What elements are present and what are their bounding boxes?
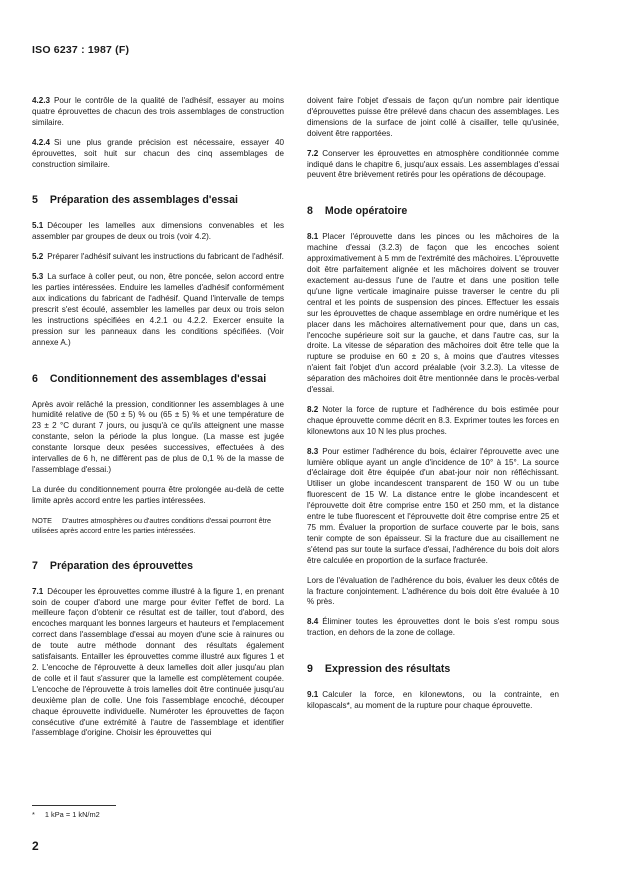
clause-paragraph: [307, 690, 559, 712]
clause-paragraph: [307, 447, 559, 567]
clause-text: Découper les éprouvettes comme illustré à la figure 1, en prenant soin de couper d'abord une marge pour éviter l'effet de bord. La meilleure façon d'obtenir ce résultat est de tailler, tout d'abord, des encoches marquant les bonnes largeurs et hauteurs et l'emplacement correct dans l'assemblage d'essai au moyen d'une scie à rainures ou de toute autre méthode donnant des résultats également satisfaisants. Entailler les éprouvettes comme illustré aux figures 1 et 2. L'encoche de l'éprouvette à deux lamelles doit aller jusqu'au plan de colle et il faut s'assurer que la lamelle est complètement coupée. L'encoche de l'éprouvette à trois lamelles doit être continuée jusqu'au deuxième plan de colle. Une fois l'assemblage encoché, découper chaque éprouvette individuelle. Numéroter les éprouvettes de façon consécutive d'une extrémité à l'autre de l'assemblage et identifier l'assemblage d'origine. Choisir les éprouvettes qui: [32, 586, 284, 738]
clause-number: 7.1: [32, 586, 44, 596]
section-number: 5: [32, 194, 38, 207]
clause-text: Placer l'éprouvette dans les pinces ou les mâchoires de la machine d'essai (3.2.3) de façon que les encoches soient approximativement à 5 mm de l'extrémité des mâchoires. L'éprouvette doit être parfaitement alignée et les mâchoires doivent se trouver exactement au-dessus l'une de l'autre et dans une position telle qu'une ligne verticale imaginaire puisse traverser le centre du pli central et les points de suspension des pinces. Effectuer les essais sur les éprouvettes de chaque assemblage en ordre numérique et les placer dans les mâchoires alternativement pour que, dans un cas, l'encoche supérieure soit sur la gauche, et dans l'autre cas, sur la droite. La vitesse de séparation des mâchoires doit être telle que la rupture se produise en 60 ± 20 s, à moins que d'autres vitesses n'aient fait l'objet d'un accord préalable (voir 3.2.3). La vitesse de séparation des mâchoires doit être mentionnée dans le procès-verbal d'essai.: [307, 232, 559, 395]
clause-text: Calculer la force, en kilonewtons, ou la contrainte, en kilopascals*, au moment de la rupture pour chaque éprouvette.: [307, 690, 559, 711]
left-column: [32, 96, 284, 739]
footnote: [32, 810, 100, 819]
paragraph-text: doivent faire l'objet d'essais de façon qu'un nombre pair identique d'éprouvettes puisse être prélevé dans chacun des assemblages. Les dimensions de la surface de joint collé à cisailler, telle qu'usinée, doivent être rapportées.: [307, 96, 559, 138]
footnote-divider: [32, 805, 116, 806]
clause-text: Conserver les éprouvettes en atmosphère conditionnée comme indiqué dans le chapitre 6, jusqu'aux essais. Les assemblages d'essai peuvent être brièvement retirés pour les opérations de découpage.: [307, 148, 559, 180]
note-label: NOTE: [32, 515, 52, 525]
section-title: Mode opératoire: [324, 205, 408, 218]
section-heading: [32, 373, 284, 385]
section-title: Préparation des assemblages d'essai: [49, 194, 238, 207]
clause-paragraph: [32, 252, 284, 263]
body-paragraph: [307, 96, 559, 140]
document-header: ISO 6237 : 1987 (F): [32, 44, 130, 56]
section-number: 9: [307, 663, 313, 676]
clause-number: 8.1: [307, 232, 319, 242]
clause-text: Pour estimer l'adhérence du bois, éclairer l'éprouvette avec une lumière oblique ayant un angle d'incidence de 10° à 15°. La source d'éclairage doit être équipée d'un abat-jour noir non réfléchissant. Utiliser un globe incandescent transparent de 150 W ou un tube fluorescent de 15 W. La distance entre le globe incandescent et l'éprouvette doit être comprise entre 150 et 250 mm, et la distance entre le tube fluorescent et l'éprouvette doit être comprise entre 25 et 75 mm. Évaluer la proportion de surface couverte par le bois, sans tenir compte de son épaisseur. Si la fracture due au cisaillement ne s'étend pas sur toute la surface d'essai, l'adhérence du bois doit alors être calculée en proportion de la surface fracturée.: [307, 446, 559, 565]
clause-number: 4.2.4: [32, 137, 51, 147]
clause-text: Pour le contrôle de la qualité de l'adhésif, essayer au moins quatre éprouvettes de chacun des trois assemblages de construction similaire.: [32, 96, 284, 127]
clause-paragraph: [32, 221, 284, 243]
note-text: D'autres atmosphères ou d'autres conditions d'essai pourront être utilisées après accord entre les parties intéressées.: [32, 515, 272, 535]
clause-paragraph: [307, 405, 559, 438]
section-title: Préparation des éprouvettes: [49, 559, 193, 572]
page-number: 2: [32, 839, 39, 853]
clause-number: 8.4: [307, 617, 319, 627]
paragraph-text: La durée du conditionnement pourra être prolongée au-delà de cette limite après accord entre les parties intéressées.: [32, 484, 284, 505]
clause-paragraph: [307, 149, 559, 182]
footnote-marker: *: [32, 810, 35, 819]
clause-paragraph: [307, 232, 559, 396]
clause-paragraph: [307, 617, 559, 639]
clause-number: 5.3: [32, 272, 44, 282]
clause-number: 5.1: [32, 221, 44, 231]
clause-text: Noter la force de rupture et l'adhérence du bois estimée pour chaque éprouvette comme décrit en 8.3. Exprimer toutes les forces en kilonewtons aux 10 N les plus proches.: [307, 404, 559, 436]
section-heading: [32, 194, 284, 206]
clause-paragraph: [32, 96, 284, 129]
clause-paragraph: [32, 587, 284, 740]
clause-text: La surface à coller peut, ou non, être poncée, selon accord entre les parties intéressées. Enduire les lamelles d'adhésif conformément aux indications du fabricant de l'adhésif. Quand l'intervalle de temps prescrit s'est écoulé, assembler les lamelles par deux ou trois selon les instructions spécifiées en 4.2.1 ou 4.2.2. Exercer ensuite la pression sur les panneaux dans les conditions spécifiées. (Voir annexe A.): [32, 272, 284, 347]
paragraph-text: Lors de l'évaluation de l'adhérence du bois, évaluer les deux côtés de la fracture conjointement. L'adhérence du bois doit être évaluée à 10 % près.: [307, 575, 559, 607]
clause-text: Si une plus grande précision est nécessaire, essayer 40 éprouvettes, soit huit sur chacun des cinq assemblages de construction similaire.: [32, 137, 284, 169]
clause-number: 8.3: [307, 446, 319, 456]
clause-number: 4.2.3: [32, 96, 51, 105]
section-title: Expression des résultats: [324, 663, 451, 676]
clause-text: Préparer l'adhésif suivant les instructions du fabricant de l'adhésif.: [47, 252, 284, 262]
section-heading: [32, 560, 284, 572]
clause-text: Éliminer toutes les éprouvettes dont le bois s'est rompu sous traction, en dehors de la zone de collage.: [307, 617, 559, 638]
body-paragraph: [32, 485, 284, 507]
section-number: 6: [32, 372, 38, 385]
body-paragraph: [32, 400, 284, 476]
clause-number: 9.1: [307, 690, 319, 700]
note: [32, 516, 284, 536]
section-heading: [307, 663, 559, 675]
clause-paragraph: [32, 272, 284, 348]
right-column: [307, 96, 559, 712]
clause-number: 5.2: [32, 252, 44, 262]
section-heading: [307, 205, 559, 217]
clause-paragraph: [32, 138, 284, 171]
paragraph-text: Après avoir relâché la pression, conditionner les assemblages à une humidité relative de (50 ± 5) % ou (65 ± 5) % et une température de 23 ± 2 °C durant 7 jours, ou jusqu'à ce qu'ils atteignent une masse constante, selon la période la plus longue. (La masse est jugée constante lorsque deux pesées successives, effectuées à des intervalles de 6 h, ne diffèrent pas de plus de 0,1 % de la masse de l'assemblage d'essai.): [32, 399, 284, 474]
clause-text: Découper les lamelles aux dimensions convenables et les assembler par groupes de deux ou trois (voir 4.2).: [32, 221, 284, 242]
section-title: Conditionnement des assemblages d'essai: [49, 372, 267, 385]
section-number: 7: [32, 559, 38, 572]
clause-number: 8.2: [307, 404, 319, 414]
body-paragraph: [307, 576, 559, 609]
section-number: 8: [307, 205, 313, 218]
footnote-text: 1 kPa = 1 kN/m2: [44, 810, 100, 819]
clause-number: 7.2: [307, 148, 319, 158]
